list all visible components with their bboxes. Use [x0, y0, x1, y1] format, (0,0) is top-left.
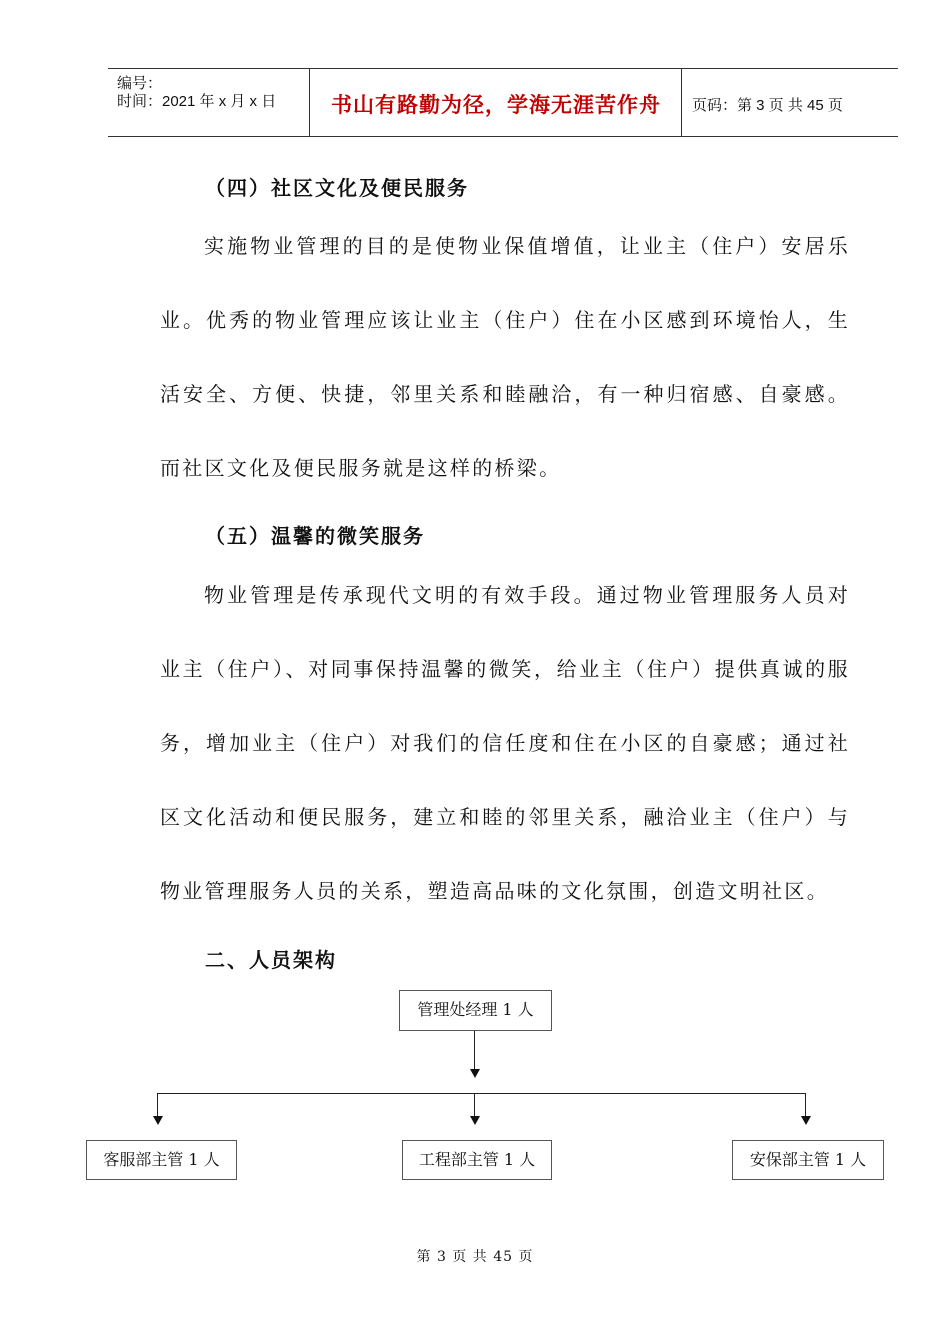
org-connector	[805, 1093, 806, 1117]
header-bottom-rule	[108, 136, 898, 137]
section-paragraph: 实施物业管理的目的是使物业保值增值，让业主（住户）安居乐业。优秀的物业管理应该让业主（住户）住在小区感到环境怡人，生活安全、方便、快捷，邻里关系和睦融洽，有一种归宿感、自豪感。而社区文化及便民服务就是这样的桥梁。	[160, 234, 850, 480]
org-node-engineering: 工程部主管 1 人	[402, 1140, 552, 1180]
arrow-down-icon	[470, 1069, 480, 1078]
section-heading: 二、人员架构	[205, 948, 337, 972]
header-divider	[681, 68, 682, 136]
org-node-security: 安保部主管 1 人	[732, 1140, 884, 1180]
arrow-down-icon	[801, 1116, 811, 1125]
section-heading: （四）社区文化及便民服务	[205, 176, 469, 200]
arrow-down-icon	[153, 1116, 163, 1125]
org-node-manager: 管理处经理 1 人	[399, 990, 552, 1031]
org-connector	[474, 1093, 475, 1117]
document-date-label: 时间：2021 年 x 月 x 日	[117, 93, 277, 110]
header-divider	[309, 68, 310, 136]
org-node-customer-service: 客服部主管 1 人	[86, 1140, 237, 1180]
page-number-label: 页码：第 3 页 共 45 页	[692, 97, 843, 114]
section-heading: （五）温馨的微笑服务	[205, 524, 425, 548]
header-slogan: 书山有路勤为径，学海无涯苦作舟	[331, 93, 661, 117]
document-number-label: 编号：	[117, 75, 163, 92]
org-connector	[157, 1093, 805, 1094]
section-paragraph: 物业管理是传承现代文明的有效手段。通过物业管理服务人员对业主（住户）、对同事保持温馨的微笑，给业主（住户）提供真诚的服务，增加业主（住户）对我们的信任度和住在小区的自豪感；通过社区文化活动和便民服务，建立和睦的邻里关系，融洽业主（住户）与物业管理服务人员的关系，塑造高品味的文化氛围，创造文明社区。	[160, 583, 850, 903]
header-top-rule	[108, 68, 898, 69]
arrow-down-icon	[470, 1116, 480, 1125]
page-footer: 第 3 页 共 45 页	[416, 1249, 534, 1265]
org-connector	[157, 1093, 158, 1117]
org-connector	[474, 1031, 475, 1069]
